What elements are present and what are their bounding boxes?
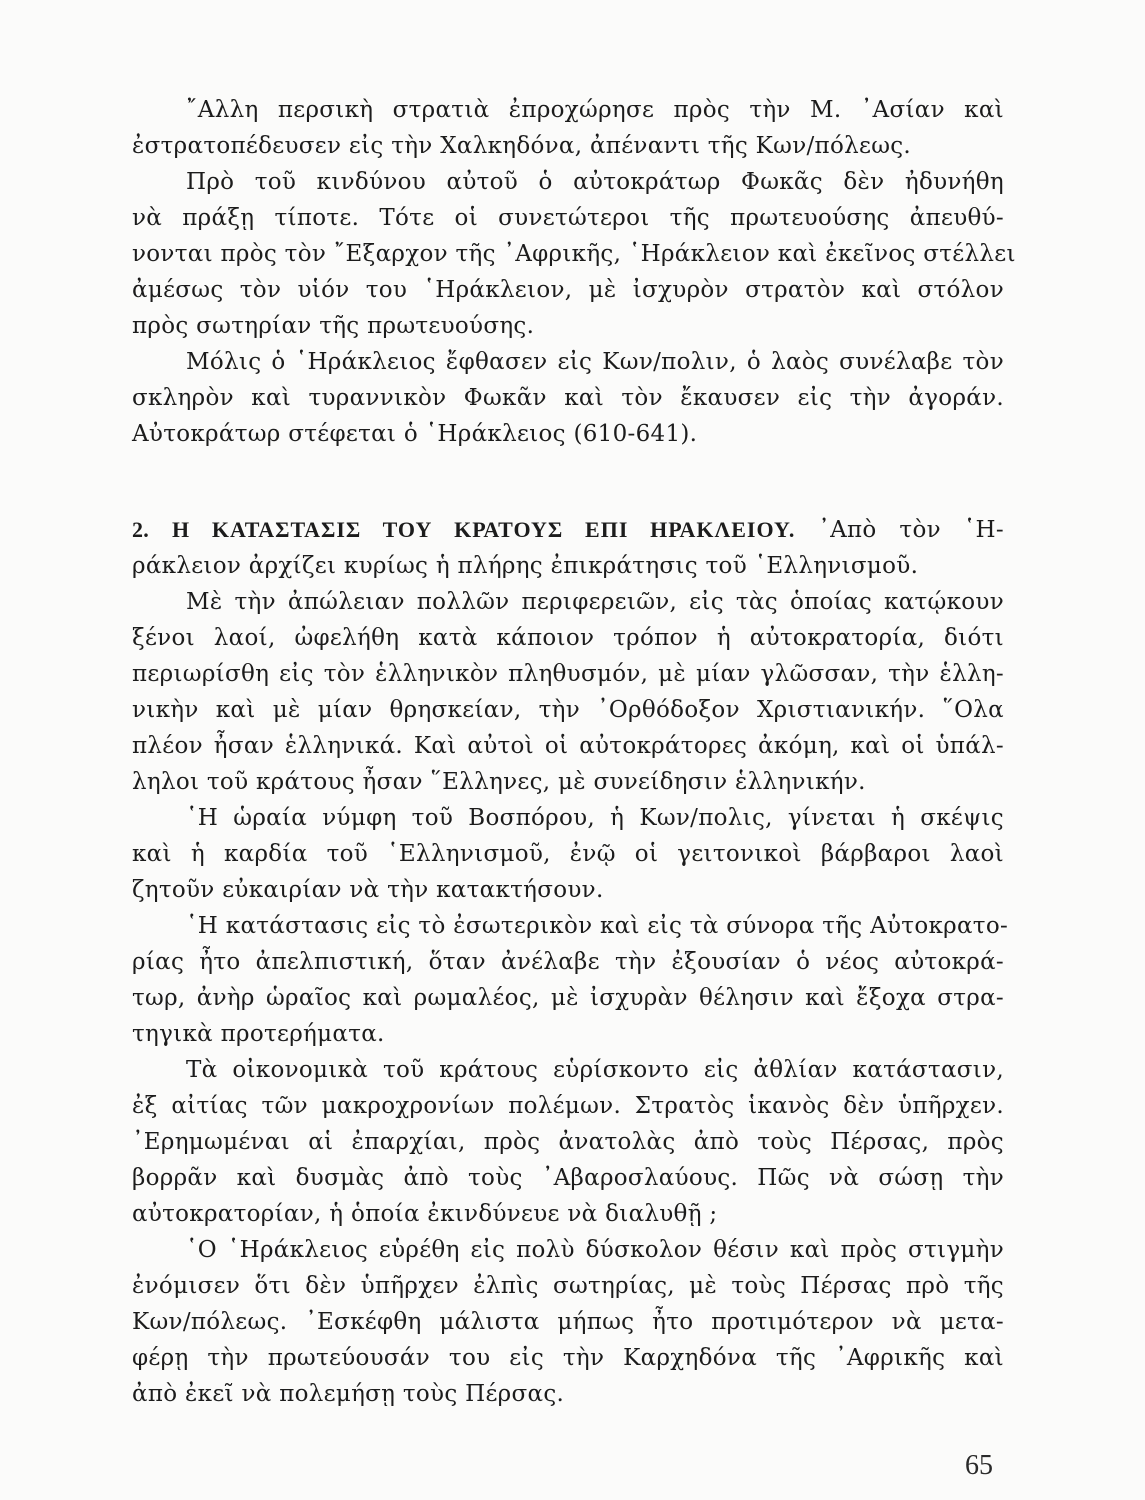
text-line: ῾Η κατάστασις εἰς τὸ ἐσωτερικὸν καὶ εἰς τὰ σύνορα τῆς Αὐτοκρατο- — [186, 913, 1009, 939]
text-block-top — [132, 92, 1016, 452]
section-heading — [132, 512, 1004, 548]
text-line: ξένοι λαοί, ὠφελήθη κατὰ κάποιον τρόπον ἡ αὐτοκρατορία, διότι — [132, 625, 1004, 651]
text-line: Τὰ οἰκονομικὰ τοῦ κράτους εὑρίσκοντο εἰς ἀθλίαν κατάστασιν, — [186, 1057, 1004, 1083]
text-line: πλέον ἦσαν ἑλληνικά. Καὶ αὐτοὶ οἱ αὐτοκράτορες ἀκόμη, καὶ οἱ ὑπάλ- — [132, 733, 1004, 759]
text-line: φέρῃ τὴν πρωτεύουσάν του εἰς τὴν Καρχηδόνα τῆς ᾿Αφρικῆς καὶ — [132, 1345, 1004, 1371]
text-line: τηγικὰ προτερήματα. — [132, 1021, 385, 1047]
text-line: αὐτοκρατορίαν, ἡ ὁποία ἐκινδύνευε νὰ διαλυθῇ ; — [132, 1201, 718, 1227]
text-line: νονται πρὸς τὸν ῎Εξαρχον τῆς ᾿Αφρικῆς, ῾Ηράκλειον καὶ ἐκεῖνος στέλλει — [132, 241, 1016, 267]
section-text-start: ᾿Απὸ τὸν ῾Η- — [818, 517, 1004, 543]
text-line: ζητοῦν εὐκαιρίαν νὰ τὴν κατακτήσουν. — [132, 877, 604, 903]
text-block-section — [132, 512, 1009, 1412]
text-line: νὰ πράξῃ τίποτε. Τότε οἱ συνετώτεροι τῆς πρωτευούσης ἀπευθύ- — [132, 205, 1004, 231]
text-line: ἐνόμισεν ὅτι δὲν ὑπῆρχεν ἐλπὶς σωτηρίας, μὲ τοὺς Πέρσας πρὸ τῆς — [132, 1273, 1004, 1299]
text-line: ἐστρατοπέδευσεν εἰς τὴν Χαλκηδόνα, ἀπέναντι τῆς Κων/πόλεως. — [132, 133, 912, 159]
section-title: Η ΚΑΤΑΣΤΑΣΙΣ ΤΟΥ ΚΡΑΤΟΥΣ ΕΠΙ ΗΡΑΚΛΕΙΟΥ. — [171, 517, 796, 542]
text-line: ἀπὸ ἐκεῖ νὰ πολεμήσῃ τοὺς Πέρσας. — [132, 1381, 565, 1407]
text-line: Μὲ τὴν ἀπώλειαν πολλῶν περιφερειῶν, εἰς τὰς ὁποίας κατῴκουν — [186, 589, 1004, 615]
text-line: περιωρίσθη εἰς τὸν ἑλληνικὸν πληθυσμόν, μὲ μίαν γλῶσσαν, τὴν ἑλλη- — [132, 661, 1004, 687]
text-line: ῎Αλλη περσικὴ στρατιὰ ἐπροχώρησε πρὸς τὴν Μ. ᾿Ασίαν καὶ — [186, 97, 1004, 123]
text-line: Πρὸ τοῦ κινδύνου αὐτοῦ ὁ αὐτοκράτωρ Φωκᾶς δὲν ἠδυνήθη — [186, 169, 1004, 195]
text-line: Μόλις ὁ ῾Ηράκλειος ἔφθασεν εἰς Κων/πολιν, ὁ λαὸς συνέλαβε τὸν — [186, 349, 1004, 375]
text-line: ῾Η ὡραία νύμφη τοῦ Βοσπόρου, ἡ Κων/πολις, γίνεται ἡ σκέψις — [186, 805, 1004, 831]
text-line: ρίας ἦτο ἀπελπιστική, ὅταν ἀνέλαβε τὴν ἐξουσίαν ὁ νέος αὐτοκρά- — [132, 949, 1004, 975]
text-line: ληλοι τοῦ κράτους ἦσαν ῞Ελληνες, μὲ συνείδησιν ἑλληνικήν. — [132, 769, 866, 795]
text-line: Αὐτοκράτωρ στέφεται ὁ ῾Ηράκλειος (610-641). — [132, 421, 698, 447]
text-line: τωρ, ἀνὴρ ὡραῖος καὶ ρωμαλέος, μὲ ἰσχυρὰν θέλησιν καὶ ἔξοχα στρα- — [132, 985, 1004, 1011]
text-line: ᾿Ερημωμέναι αἱ ἐπαρχίαι, πρὸς ἀνατολὰς ἀπὸ τοὺς Πέρσας, πρὸς — [132, 1129, 1004, 1155]
text-line: ῾Ο ῾Ηράκλειος εὑρέθη εἰς πολὺ δύσκολον θέσιν καὶ πρὸς στιγμὴν — [186, 1237, 1004, 1263]
page-number: 65 — [965, 1450, 993, 1481]
text-line: ἀμέσως τὸν υἱόν του ῾Ηράκλειον, μὲ ἰσχυρὸν στρατὸν καὶ στόλον — [132, 277, 1004, 303]
section-number: 2. — [132, 517, 150, 542]
text-line: ράκλειον ἀρχίζει κυρίως ἡ πλήρης ἐπικράτησις τοῦ ῾Ελληνισμοῦ. — [132, 553, 919, 579]
text-line: βορρᾶν καὶ δυσμὰς ἀπὸ τοὺς ᾿Αβαροσλαύους. Πῶς νὰ σώσῃ τὴν — [132, 1165, 1004, 1191]
text-line: νικὴν καὶ μὲ μίαν θρησκείαν, τὴν ᾿Ορθόδοξον Χριστιανικήν. ῞Ολα — [132, 697, 1004, 723]
text-line: καὶ ἡ καρδία τοῦ ῾Ελληνισμοῦ, ἐνῷ οἱ γειτονικοὶ βάρβαροι λαοὶ — [132, 841, 1004, 867]
text-line: ἐξ αἰτίας τῶν μακροχρονίων πολέμων. Στρατὸς ἱκανὸς δὲν ὑπῆρχεν. — [132, 1093, 1004, 1119]
text-line: πρὸς σωτηρίαν τῆς πρωτευούσης. — [132, 313, 535, 339]
text-line: σκληρὸν καὶ τυραννικὸν Φωκᾶν καὶ τὸν ἔκαυσεν εἰς τὴν ἀγοράν. — [132, 385, 1004, 411]
text-line: Κων/πόλεως. ᾿Εσκέφθη μάλιστα μήπως ἦτο προτιμότερον νὰ μετα- — [132, 1309, 1004, 1335]
